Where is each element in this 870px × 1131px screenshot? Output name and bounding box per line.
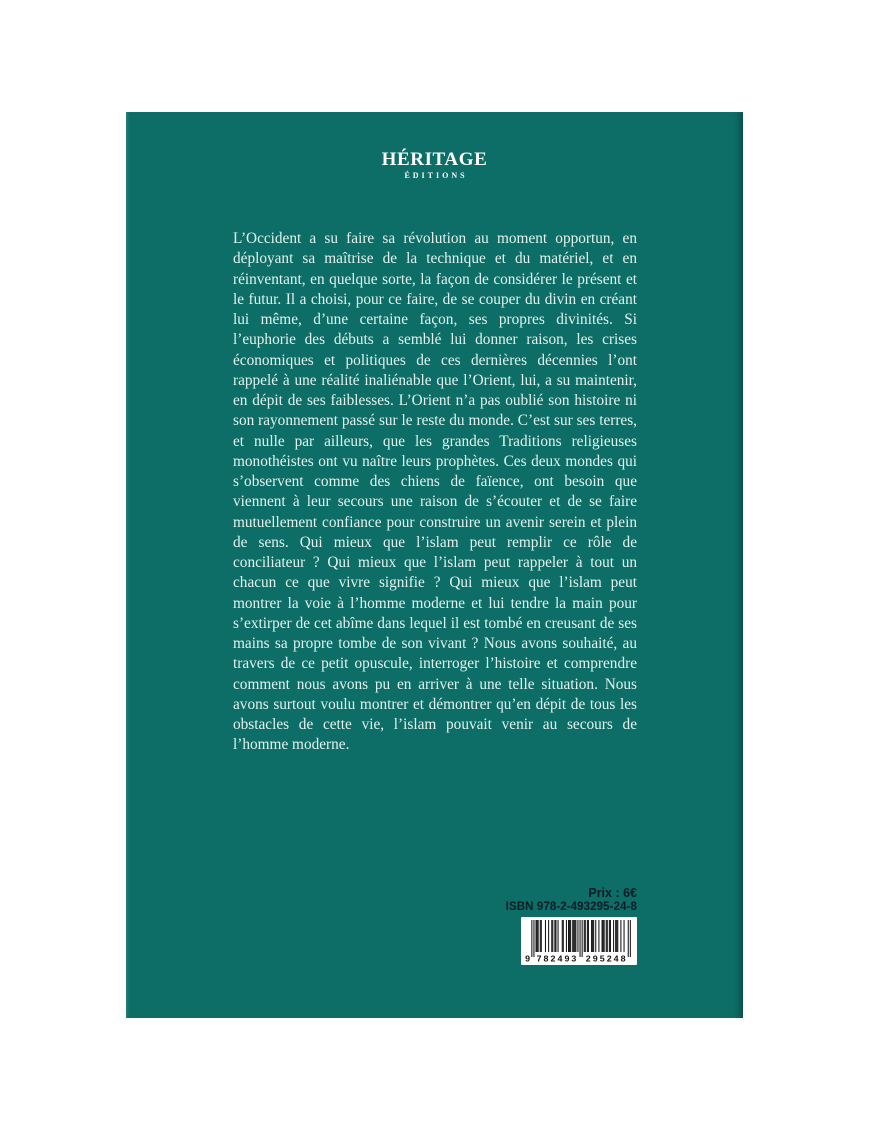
publisher-logo bbox=[126, 150, 743, 180]
price-isbn-block bbox=[506, 886, 637, 965]
publisher-subtitle: ÉDITIONS bbox=[404, 171, 468, 180]
ean13-barcode-icon bbox=[524, 919, 634, 963]
isbn-label: ISBN 978-2-493295-24-8 bbox=[505, 901, 637, 913]
book-back-cover bbox=[126, 112, 743, 1018]
back-cover-blurb: L’Occident a su faire sa révolution au moment opportun, en déployant sa maîtrise de la technique et du matériel, et en réinventant, en quelque sorte, la façon de considérer le présent et le futur. Il a choisi, pour ce faire, de se couper du divin en créant lui même, d’une certaine façon, ses propres divinités. Si l’euphorie des débuts a semblé lui donner raison, les crises économiques et politiques de ces dernières décennies l’ont rappelé à une réalité inaliénable que l’Orient, lui, a su maintenir, en dépit de ses faiblesses. L’Orient n’a pas oublié son histoire ni son rayonnement passé sur le reste du monde. C’est sur ses terres, et nulle par ailleurs, que les grandes Traditions religieuses monothéistes ont vu naître leurs prophètes. Ces deux mondes qui s’observent comme des chiens de faïence, ont besoin que viennent à leur secours une raison de s’écouter et de se faire mutuellement confiance pour construire un avenir serein et plein de sens. Qui mieux que l’islam peut remplir ce rôle de conciliateur ? Qui mieux que l’islam peut rappeler à tout un chacun ce que vivre signifie ? Qui mieux que l’islam peut montrer la voie à l’homme moderne et lui tendre la main pour s’extirper de cet abîme dans lequel il est tombé en creusant de ses mains sa propre tombe de son vivant ? Nous avons souhaité, au travers de ce petit opuscule, interroger l’histoire et comprendre comment nous avons pu en arriver à une telle situation. Nous avons surtout voulu montrer et démontrer qu’en dépit de tous les obstacles de cette vie, l’islam pouvait venir au secours de l’homme moderne. bbox=[233, 230, 637, 754]
publisher-name: HÉRITAGE bbox=[381, 149, 488, 170]
price-label: Prix : 6€ bbox=[588, 886, 637, 900]
barcode-panel bbox=[521, 917, 637, 965]
svg-text:295248: 295248 bbox=[585, 953, 626, 963]
svg-text:9: 9 bbox=[525, 953, 531, 963]
svg-text:782493: 782493 bbox=[536, 953, 577, 963]
